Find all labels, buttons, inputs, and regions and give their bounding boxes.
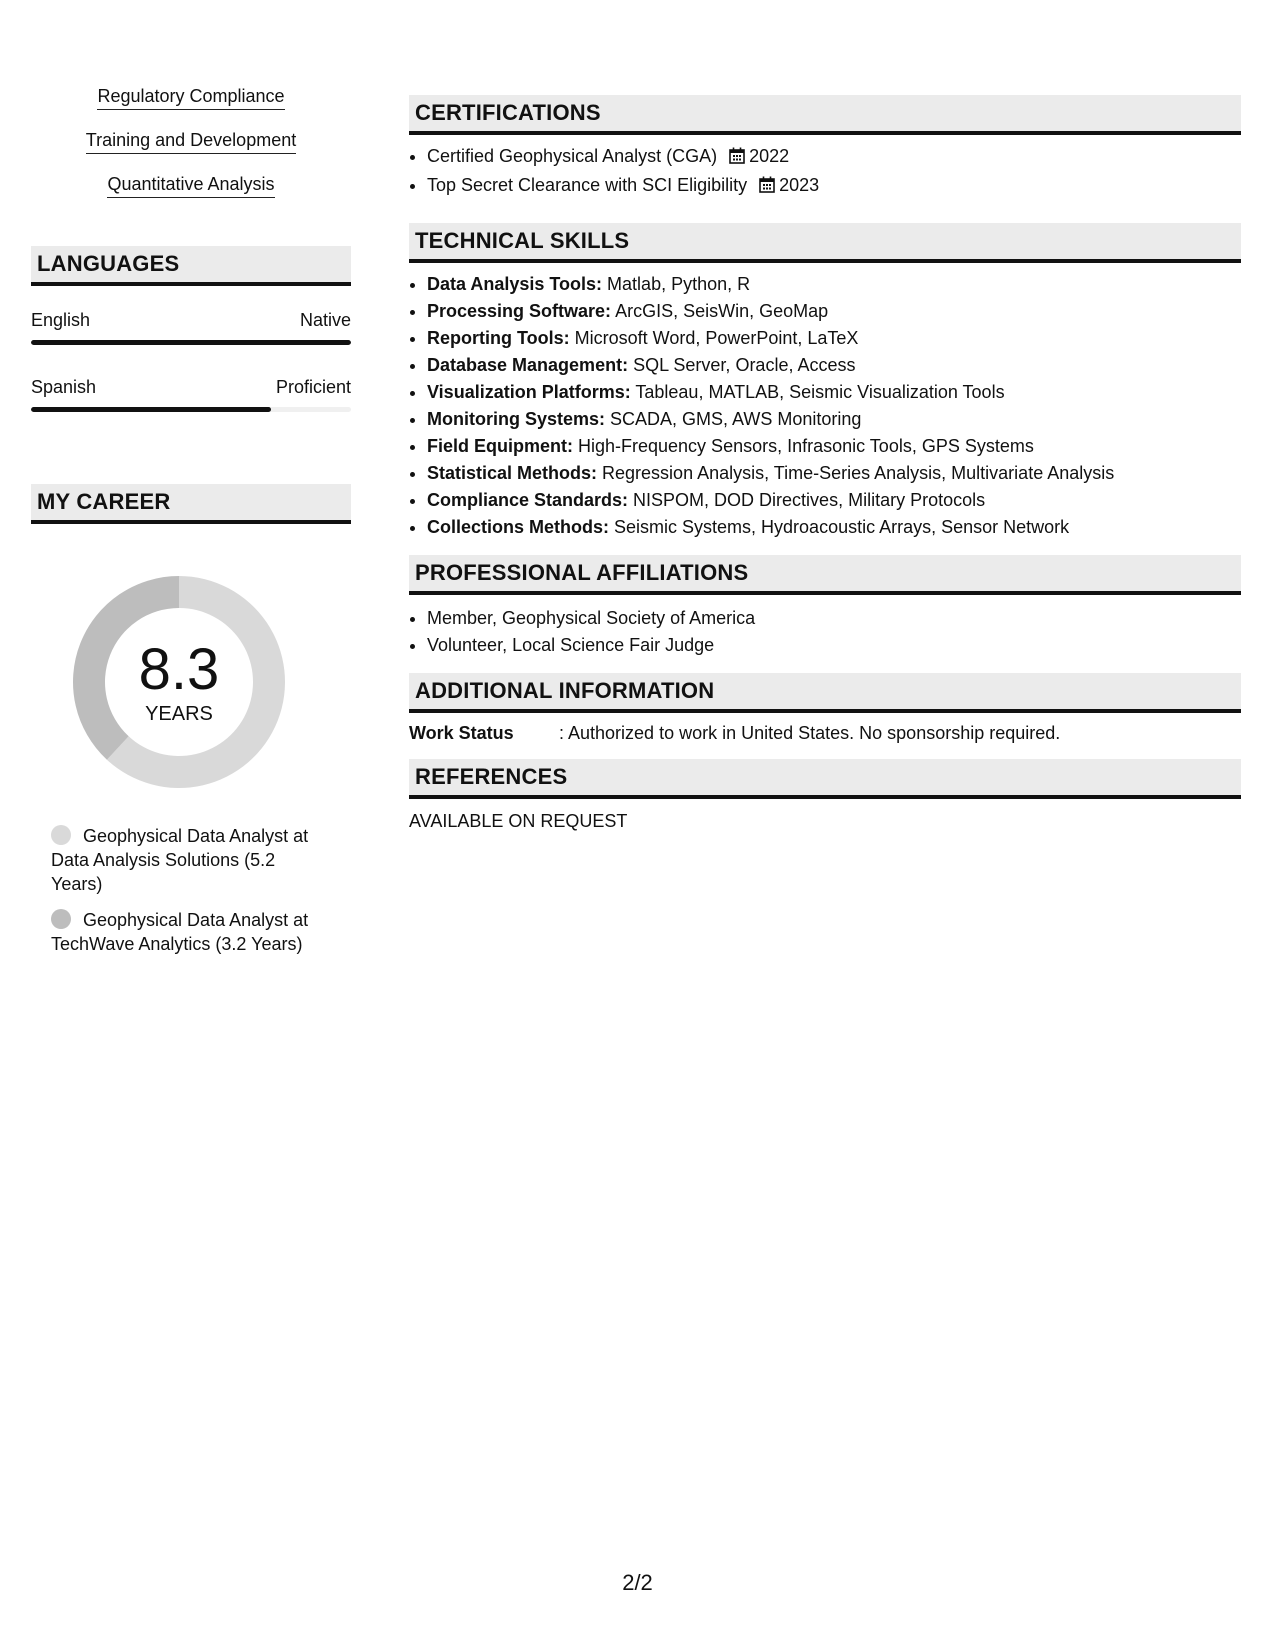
language-bar	[31, 407, 351, 412]
skill-values: Tableau, MATLAB, Seismic Visualization Tools	[630, 382, 1005, 402]
skill-tag: Quantitative Analysis	[107, 172, 274, 198]
career-donut	[65, 568, 293, 796]
language-english	[31, 308, 351, 345]
work-status-row	[409, 721, 1241, 745]
skill-values: NISPOM, DOD Directives, Military Protocols	[628, 490, 986, 510]
technical-skill-item	[427, 460, 1241, 487]
affiliation-item: • Member, Geophysical Society of America	[427, 605, 1241, 632]
skill-category: Database Management:	[427, 355, 629, 375]
skill-category: Data Analysis Tools:	[427, 274, 603, 294]
skill-category: Compliance Standards:	[427, 490, 629, 510]
language-name: Spanish	[31, 377, 97, 397]
language-level: Native	[299, 310, 351, 330]
affiliations-heading: PROFESSIONAL AFFILIATIONS	[409, 555, 1241, 595]
technical-skills-heading: TECHNICAL SKILLS	[409, 223, 1241, 263]
career-heading: MY CAREER	[31, 484, 351, 524]
technical-skill-item	[427, 514, 1241, 541]
skill-values: SQL Server, Oracle, Access	[628, 355, 856, 375]
references-text: AVAILABLE ON REQUEST	[409, 811, 628, 831]
skill-category: Collections Methods:	[427, 517, 610, 537]
technical-skill-item	[427, 379, 1241, 406]
legend-dot	[51, 909, 71, 929]
career-legend-item	[51, 908, 331, 956]
technical-skill-item	[427, 487, 1241, 514]
certification-name: Certified Geophysical Analyst (CGA)	[427, 146, 718, 166]
technical-skill-item	[427, 352, 1241, 379]
language-name: English	[31, 310, 91, 330]
skill-tag: Regulatory Compliance	[97, 84, 284, 110]
skill-category: Visualization Platforms:	[427, 382, 631, 402]
career-legend	[51, 824, 331, 956]
technical-skill-item	[427, 271, 1241, 298]
work-status-label: Work Status	[409, 723, 514, 743]
language-bar-fill	[31, 407, 271, 412]
skill-values: Regression Analysis, Time-Series Analysis, Multivariate Analysis	[597, 463, 1115, 483]
career-total-value: 8.3	[138, 637, 220, 702]
calendar-icon	[759, 174, 775, 201]
career-role-label: Geophysical Data Analyst at TechWave Analytics (3.2 Years)	[51, 910, 309, 954]
references-heading: REFERENCES	[409, 759, 1241, 799]
skill-category: Processing Software:	[427, 301, 612, 321]
affiliations-list	[409, 605, 1241, 659]
career-legend-item	[51, 824, 331, 896]
skill-values: SCADA, GMS, AWS Monitoring	[605, 409, 862, 429]
skill-values: High-Frequency Sensors, Infrasonic Tools, GPS Systems	[573, 436, 1034, 456]
additional-info-heading: ADDITIONAL INFORMATION	[409, 673, 1241, 713]
certifications-heading: CERTIFICATIONS	[409, 95, 1241, 135]
language-bar-fill	[31, 340, 351, 345]
work-status-value: : Authorized to work in United States. No sponsorship required.	[559, 723, 1061, 743]
technical-skills-list	[409, 271, 1241, 541]
language-level: Proficient	[275, 377, 351, 397]
skill-values: ArcGIS, SeisWin, GeoMap	[611, 301, 829, 321]
left-column	[31, 84, 351, 968]
language-bar	[31, 340, 351, 345]
career-total-unit: YEARS	[145, 703, 213, 725]
skill-category: Statistical Methods:	[427, 463, 598, 483]
technical-skill-item	[427, 406, 1241, 433]
skill-values: Microsoft Word, PowerPoint, LaTeX	[569, 328, 859, 348]
skill-category: Monitoring Systems:	[427, 409, 606, 429]
affiliation-item: • Volunteer, Local Science Fair Judge	[427, 632, 1241, 659]
technical-skill-item	[427, 433, 1241, 460]
certification-item	[427, 172, 1241, 201]
page-number: 2/2	[622, 1570, 653, 1595]
certification-year: 2022	[749, 146, 790, 166]
technical-skill-item	[427, 325, 1241, 352]
certification-year: 2023	[779, 175, 820, 195]
certification-item	[427, 143, 1241, 172]
right-column	[409, 95, 1241, 833]
certification-name: Top Secret Clearance with SCI Eligibility	[427, 175, 748, 195]
language-spanish	[31, 375, 351, 412]
skill-category: Reporting Tools:	[427, 328, 570, 348]
certifications-list	[409, 143, 1241, 201]
languages-heading: LANGUAGES	[31, 246, 351, 286]
technical-skill-item	[427, 298, 1241, 325]
calendar-icon	[729, 145, 745, 172]
skill-values: Matlab, Python, R	[602, 274, 751, 294]
skill-category: Field Equipment:	[427, 436, 573, 456]
legend-dot	[51, 825, 71, 845]
skill-tags	[31, 84, 351, 216]
skill-values: Seismic Systems, Hydroacoustic Arrays, Sensor Network	[609, 517, 1070, 537]
career-role-label: Geophysical Data Analyst at Data Analysis Solutions (5.2 Years)	[51, 826, 309, 894]
skill-tag: Training and Development	[86, 128, 296, 154]
